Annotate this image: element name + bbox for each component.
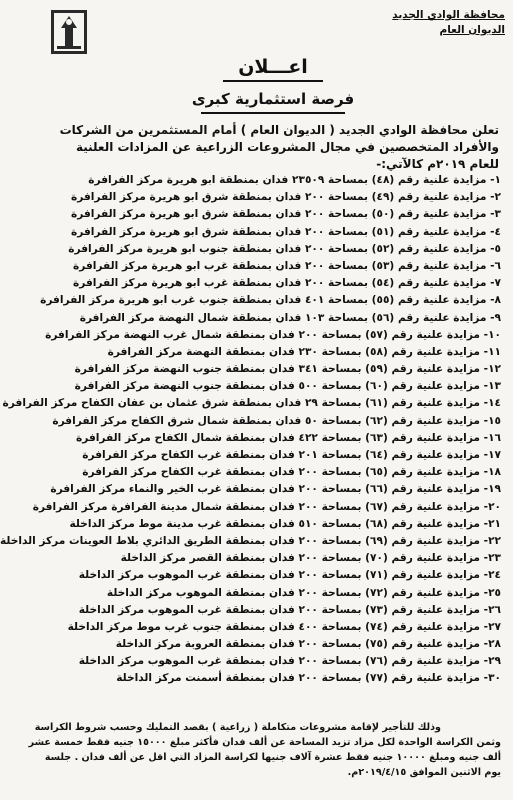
list-item: ٩- مزايدة علنية رقم (٥٦) بمساحة ١٠٣ فدان بمنطقة شمال النهضة مركز الفرافرة (79, 311, 501, 324)
auction-list (0, 172, 501, 688)
list-item: ١٣- مزايدة علنية رقم (٦٠) بمساحة ٥٠٠ فدان بمنطقة جنوب النهضة مركز الفرافرة (74, 380, 501, 393)
list-item: ١٢- مزايدة علنية رقم (٥٩) بمساحة ٣٤١ فدان بمنطقة جنوب النهضة مركز الفرافرة (74, 363, 501, 376)
page-subtitle: فرصة استثمارية كبرى (191, 90, 355, 108)
list-item: ١٩- مزايدة علنية رقم (٦٦) بمساحة ٢٠٠ فدان بمنطقة غرب الخير والنماء مركز الفرافرة (50, 483, 501, 496)
list-item: ٢٦- مزايدة علنية رقم (٧٣) بمساحة ٢٠٠ فدان بمنطقة غرب الموهوب مركز الداخلة (78, 603, 501, 616)
footer-terms (28, 720, 501, 780)
list-item: ٢٩- مزايدة علنية رقم (٧٦) بمساحة ٢٠٠ فدان بمنطقة غرب الموهوب مركز الداخلة (78, 655, 501, 668)
list-item: ١٥- مزايدة علنية رقم (٦٢) بمساحة ٥٠ فدان بمنطقة شمال شرق الكفاح مركز الفرافرة (52, 414, 501, 427)
footer-line-4: يوم الاثنين الموافق ٢٠١٩/٤/١٥م. (347, 767, 501, 778)
intro-paragraph: تعلن محافظة الوادي الجديد ( الديوان العام ) أمام المستثمرين من الشركات والأفراد المتخصصين في مجال المشروعات الزراعية عن المزادات العلنية للعام ٢٠١٩م كالآتي:- (59, 123, 499, 171)
list-item: ٤- مزايدة علنية رقم (٥١) بمساحة ٢٠٠ فدان بمنطقة شرق ابو هريرة مركز الفرافرة (71, 225, 501, 238)
footer-line-1: وذلك للتأجير لإقامة مشروعات متكاملة ( زراعية ) بقصد التمليك وحسب شروط الكراسة (34, 722, 441, 733)
list-item: ١١- مزايدة علنية رقم (٥٨) بمساحة ٢٣٠ فدان بمنطقة النهضة مركز الفرافرة (107, 345, 501, 358)
list-item: ٢١- مزايدة علنية رقم (٦٨) بمساحة ٥١٠ فدان بمنطقة غرب مدينة موط مركز الداخلة (69, 517, 501, 530)
list-item: ٢٨- مزايدة علنية رقم (٧٥) بمساحة ٢٠٠ فدان بمنطقة العروبة مركز الداخلة (115, 638, 501, 651)
list-item: ٧- مزايدة علنية رقم (٥٤) بمساحة ٢٠٠ فدان بمنطقة غرب ابو هريرة مركز الفرافرة (73, 277, 501, 290)
list-item: ٢- مزايدة علنية رقم (٤٩) بمساحة ٢٠٠ فدان بمنطقة شرق ابو هريرة مركز الفرافرة (71, 191, 501, 204)
list-item: ٥- مزايدة علنية رقم (٥٢) بمساحة ٢٠٠ فدان بمنطقة جنوب ابو هريرة مركز الفرافرة (68, 242, 501, 255)
list-item: ٢٥- مزايدة علنية رقم (٧٢) بمساحة ٢٠٠ فدان بمنطقة الموهوب مركز الداخلة (106, 586, 501, 599)
list-item: ٨- مزايدة علنية رقم (٥٥) بمساحة ٤٠١ فدان بمنطقة جنوب غرب ابو هريرة مركز الفرافرة (40, 294, 501, 307)
list-item: ١- مزايدة علنية رقم (٤٨) بمساحة ٢٣٥٠٩ فدان بمنطقة ابو هريرة مركز الفرافرة (88, 174, 501, 186)
list-item: ١٤- مزايدة علنية رقم (٦١) بمساحة ٢٩ فدان بمنطقة شرق عثمان بن عفان الكفاح مركز الفرافرة (2, 397, 501, 410)
list-item: ١٧- مزايدة علنية رقم (٦٤) بمساحة ٢٠١ فدان بمنطقة غرب الكفاح مركز الفرافرة (82, 449, 501, 461)
list-item: ١٦- مزايدة علنية رقم (٦٣) بمساحة ٤٢٢ فدان بمنطقة شمال الكفاح مركز الفرافرة (76, 431, 501, 444)
list-item: ٢٢- مزايدة علنية رقم (٦٩) بمساحة ٢٠٠ فدان بمنطقة الطريق الدائري بلاط العوينات مركز الداخلة (0, 534, 501, 547)
list-item: ١٠- مزايدة علنية رقم (٥٧) بمساحة ٢٠٠ فدان بمنطقة شمال غرب النهضة مركز الفرافرة (45, 328, 501, 341)
list-item: ٢٠- مزايدة علنية رقم (٦٧) بمساحة ٢٠٠ فدان بمنطقة شمال مدينة الفرافرة مركز الفرافرة (32, 500, 501, 513)
title-underline (223, 80, 323, 82)
governorate-logo-icon (43, 8, 95, 58)
list-item: ٣٠- مزايدة علنية رقم (٧٧) بمساحة ٢٠٠ فدان بمنطقة أسمنت مركز الداخلة (116, 672, 501, 685)
header-governorate: محافظة الوادي الجديد (392, 9, 505, 21)
list-item: ١٨- مزايدة علنية رقم (٦٥) بمساحة ٢٠٠ فدان بمنطقة غرب الكفاح مركز الفرافرة (82, 466, 501, 479)
list-item: ٢٤- مزايدة علنية رقم (٧١) بمساحة ٢٠٠ فدان بمنطقة غرب الموهوب مركز الداخلة (78, 569, 501, 582)
header-office: الديوان العام (439, 24, 505, 36)
page-title: اعـــلان (238, 56, 308, 78)
footer-line-3: ألف جنيه ومبلغ ١٠٠٠٠ جنيه فقط عشرة آلاف جنيها لكراسة المزاد التي اقل عن ألف فدان . جلسة (44, 752, 501, 763)
list-item: ٣- مزايدة علنية رقم (٥٠) بمساحة ٢٠٠ فدان بمنطقة شرق ابو هريرة مركز الفرافرة (71, 208, 501, 221)
footer-line-2: وثمن الكراسة الواحدة لكل مزاد تزيد المساحة عن ألف فدان فأكثر مبلغ ١٥٠٠٠ جنيه فقط خمسة عشر (28, 737, 501, 748)
list-item: ٦- مزايدة علنية رقم (٥٣) بمساحة ٢٠٠ فدان بمنطقة غرب ابو هريرة مركز الفرافرة (73, 259, 501, 272)
issuer-header (392, 8, 505, 38)
subtitle-underline (201, 112, 345, 114)
list-item: ٢٧- مزايدة علنية رقم (٧٤) بمساحة ٤٠٠ فدان بمنطقة جنوب غرب موط مركز الداخلة (67, 620, 501, 633)
list-item: ٢٣- مزايدة علنية رقم (٧٠) بمساحة ٢٠٠ فدان بمنطقة القصر مركز الداخلة (120, 552, 501, 565)
